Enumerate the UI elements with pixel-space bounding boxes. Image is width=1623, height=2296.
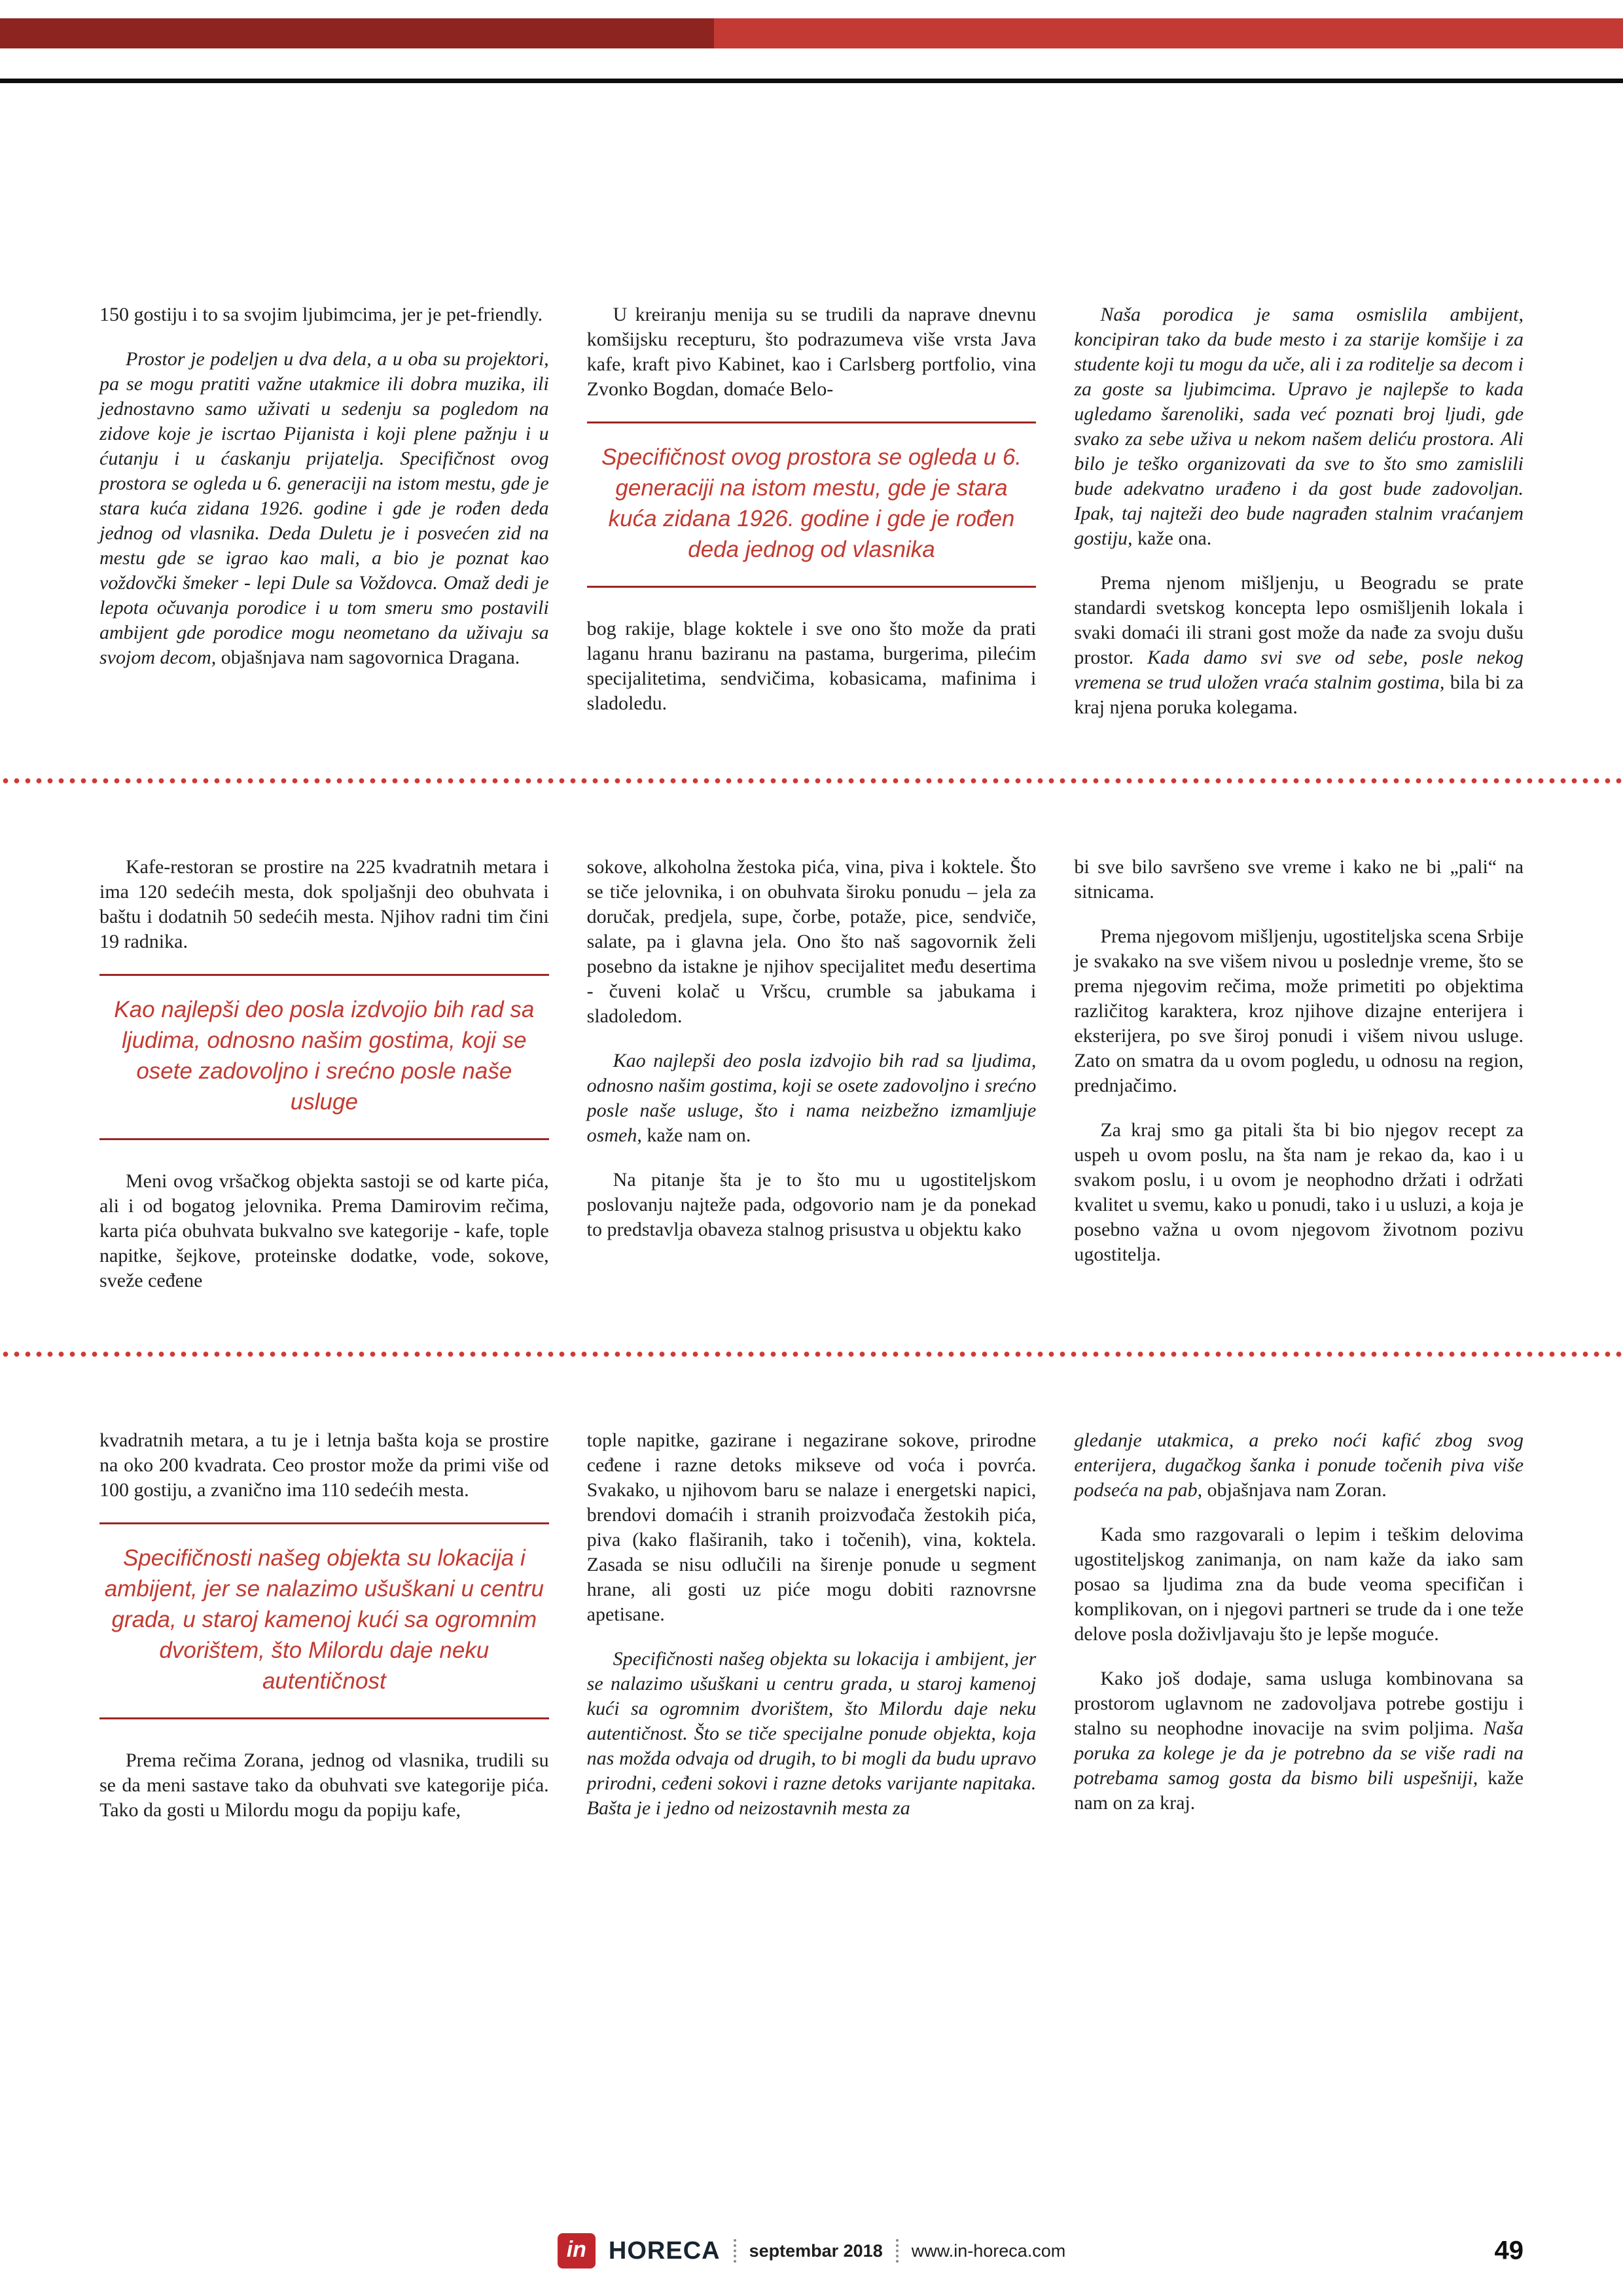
text-run: bog rakije, blage koktele i sve ono što može da prati laganu hranu baziranu na pastama, burgerima, pilećim specijalitetima, sendvičima, kobasicama, mafinima i sladoledu. (586, 618, 1037, 714)
text-run: Kao najlepši deo posla izdvojio bih rad sa ljudima, odnosno našim gostima, koji se osete zadovoljno i srećno posle naše usluge, što i nama neizbežno izmamljuje osmeh, (586, 1050, 1037, 1146)
section-1-column-2 (587, 302, 1037, 740)
footer-separator (896, 2239, 899, 2263)
paragraph (99, 855, 549, 954)
article-section-2 (99, 855, 1524, 1313)
website-url: www.in-horeca.com (911, 2240, 1066, 2261)
pull-quote: Kao najlepši deo posla izdvojio bih rad sa ljudima, odnosno našim gostima, koji se osete zadovoljno i srećno posle naše usluge (99, 974, 549, 1140)
paragraph (587, 617, 1037, 716)
dotted-separator-2 (0, 1351, 1623, 1357)
text-run: U kreiranju menija su se trudili da naprave dnevnu komšijsku recepturu, što podrazumeva više vrsta Java kafe, kraft pivo Kabinet, kao i Carlsberg portfolio, vina Zvonko Bogdan, domaće Belo- (586, 304, 1037, 400)
section-1-column-1 (99, 302, 549, 740)
section-3-column-3 (1074, 1428, 1524, 1842)
text-run: kaže nam on za kraj. (1074, 1767, 1524, 1814)
section-2-column-2 (587, 855, 1037, 1313)
article-section-3 (99, 1428, 1524, 1842)
section-3-wrap (0, 1428, 1623, 1842)
text-run: Kako još dodaje, sama usluga kombinovana sa prostorom uglavnom ne zadovoljava potrebe gostiju i stalno su neophodne inovacije na svim poljima. (1074, 1668, 1524, 1739)
text-run: Prema njegovom mišljenju, ugostiteljska scena Srbije je svakako na sve višem nivou u poslednje vreme, što se prema njegovim rečima, može primetiti po objektima različitog karaktera, kroz njihove dizajne enterijera i eksterijera, po sve široj ponudi i višem nivou usluge. Zato on smatra da u ovom pogledu, u odnosu na region, prednjačimo. (1074, 925, 1524, 1096)
pull-quote: Specifičnosti našeg objekta su lokacija i ambijent, jer se nalazimo ušuškani u centru grada, u staroj kamenoj kući sa ogromnim dvorištem, što Milordu daje neku autentičnost (99, 1522, 549, 1719)
text-run: bi sve bilo savršeno sve vreme i kako ne bi „pali“ na sitnicama. (1074, 856, 1524, 903)
section-1-wrap (0, 83, 1623, 740)
text-run: gledanje utakmica, a preko noći kafić zbog svog enterijera, dugačkog šanka i ponude točenih piva više podseća na pab, (1074, 1429, 1524, 1501)
text-run: Specifičnosti našeg objekta su lokacija i ambijent, jer se nalazimo ušuškani u centru grada, u staroj kamenoj kući sa ogromnim dvorištem, što Milordu daje neku autentičnost. Što se tiče specijalne ponude objekta, koja nas možda odvaja od drugih, to bi mogli da budu upravo prirodni, ceđeni sokovi i razne detoks varijante napitaka. Bašta je i jedno od neizostavnih mesta za (586, 1648, 1037, 1819)
section-2-column-1 (99, 855, 549, 1313)
paragraph (587, 302, 1037, 402)
section-2-wrap (0, 855, 1623, 1313)
text-run: kaže nam on. (641, 1124, 751, 1146)
section-2-column-3 (1074, 855, 1524, 1313)
text-run: Kafe-restoran se prostire na 225 kvadratnih metara i ima 120 sedećih mesta, dok spoljašnji deo obuhvata i baštu i dodatnih 50 sedećih mesta. Njihov radni tim čini 19 radnika. (99, 856, 549, 952)
issue-date: septembar 2018 (749, 2240, 883, 2261)
paragraph (99, 347, 549, 670)
top-bar-maroon-segment (0, 18, 714, 48)
paragraph (1074, 571, 1524, 720)
section-3-column-2 (587, 1428, 1037, 1842)
paragraph (587, 1647, 1037, 1821)
text-run: Meni ovog vršačkog objekta sastoji se od karte pića, ali i od bogatog jelovnika. Prema Damirovim rečima, karta pića obuhvata bukvalno sve kategorije - kafe, tople napitke, šejkove, proteinske dodatke, vode, sokove, sveže ceđene (99, 1170, 549, 1291)
page-footer (0, 2228, 1623, 2274)
text-run: sokove, alkoholna žestoka pića, vina, piva i koktele. Što se tiče jelovnika, i on obuhvata široku ponudu – jela za doručak, predjela, supe, čorbe, potaže, pice, sendviče, salate, pa i glavna jela. Ono što naš sagovornik želi posebno da istakne je njihov specijalitet među desertima - čuveni kolač u Vršcu, crumble sa jabukama i sladoledom. (586, 856, 1037, 1027)
text-run: bila bi za kraj njena poruka kolegama. (1074, 672, 1524, 718)
paragraph (99, 1169, 549, 1293)
page-number: 49 (1494, 2236, 1524, 2265)
pull-quote: Specifičnost ovog prostora se ogleda u 6. generaciji na istom mestu, gde je stara kuća zidana 1926. godine i gde je rođen deda jednog od vlasnika (587, 422, 1037, 588)
dotted-separator-1 (0, 778, 1623, 784)
paragraph (587, 1168, 1037, 1242)
text-run: Za kraj smo ga pitali šta bi bio njegov recept za uspeh u ovom poslu, na šta nam je rekao da, kao i u svakom poslu, i u ovom je neophodno držati i održati kvalitet u svemu, kako u ponudi, tako i u usluzi, a koja je posebno važna u ovom njegovom životnom pozivu ugostitelja. (1074, 1119, 1524, 1265)
text-run: objašnjava nam Zoran. (1202, 1479, 1387, 1501)
text-run: objašnjava nam sagovornica Dragana. (216, 647, 520, 668)
section-1-column-3 (1074, 302, 1524, 740)
magazine-brand: HORECA (608, 2236, 721, 2265)
footer-separator (734, 2239, 736, 2263)
footer-brand-group (558, 2233, 1066, 2269)
section-3-column-1 (99, 1428, 549, 1842)
text-run: Kada smo razgovarali o lepim i teškim delovima ugostiteljskog zanimanja, on nam kaže da iako sam posao sa ljudima zna da bude veoma specifičan i komplikovan, on i njegovi partneri se trude da i one teže delove posla doživljavaju što je lepše moguće. (1074, 1524, 1524, 1645)
text-run: Na pitanje šta je to što mu u ugostiteljskom poslovanju najteže pada, odgovorio nam je da ponekad to predstavlja obaveza stalnog prisustva u objektu kako (586, 1169, 1037, 1240)
paragraph (99, 1748, 549, 1823)
text-run: kaže ona. (1132, 528, 1212, 549)
paragraph (99, 302, 549, 327)
top-decorative-bar (0, 18, 1623, 48)
text-run: 150 gostiju i to sa svojim ljubimcima, jer je pet-friendly. (99, 304, 543, 325)
text-run: Naša poruka za kolege je da je potrebno da se više radi na potrebama samog gosta da bismo bili uspešniji, (1074, 1717, 1524, 1789)
text-run: Prema rečima Zorana, jednog od vlasnika, trudili su se da meni sastave tako da obuhvati sve kategorije pića. Tako da gosti u Milordu mogu da popiju kafe, (99, 1749, 549, 1821)
article-section-1 (99, 302, 1524, 740)
header-rule (0, 79, 1623, 83)
paragraph (587, 1428, 1037, 1627)
text-run: kvadratnih metara, a tu je i letnja bašta koja se prostire na oko 200 kvadrata. Ceo prostor može da primi više od 100 gostiju, a zvanično ima 110 sedećih mesta. (99, 1429, 549, 1501)
paragraph (1074, 1522, 1524, 1647)
paragraph (1074, 855, 1524, 905)
paragraph (99, 1428, 549, 1503)
paragraph (587, 1049, 1037, 1148)
paragraph (1074, 924, 1524, 1098)
paragraph (587, 855, 1037, 1029)
text-run: Prema njenom mišljenju, u Beogradu se prate standardi svetskog koncepta lepo osmišljenih lokala i svaki domaći ili strani gost može da nađe za svoju dušu prostor. (1074, 572, 1524, 668)
text-run: tople napitke, gazirane i negazirane sokove, prirodne ceđene i razne detoks mikseve od voća i povrća. Svakako, u njihovom baru se nalaze i energetski napici, brendovi domaćih i stranih proizvođača žestokih pića, piva (kako flaširanih, tako i točenih), vina, koktela. Zasada se nisu odlučili na širenje ponude u segment hrane, ali gosti uz piće mogu dobiti raznovrsne apetisane. (586, 1429, 1037, 1625)
text-run: Kada damo svi sve od sebe, posle nekog vremena se trud uložen vraća stalnim gostima, (1074, 647, 1524, 693)
top-bar-red-segment (714, 18, 1623, 48)
paragraph (1074, 1666, 1524, 1816)
paragraph (1074, 1118, 1524, 1267)
text-run: Naša porodica je sama osmislila ambijent, koncipiran tako da bude mesto i za starije komšije i za studente koji tu mogu da uče, ali i za roditelje sa decom i za goste sa ljubimcima. Upravo je najlepše to kada ugledamo šarenoliki, sada već poznati broj ljudi, gde svako za sebe uživa u nekom našem deliću prostora. Ali bilo je teško organizovati da sve to što smo zamislili bude adekvatno urađeno i da gost bude zadovoljan. Ipak, taj najteži deo bude nagrađen stalnim vraćanjem gostiju, (1074, 304, 1524, 549)
paragraph (1074, 1428, 1524, 1503)
text-run: Prostor je podeljen u dva dela, a u oba su projektori, pa se mogu pratiti važne utakmice ili dobra muzika, ili jednostavno samo uživati u sedenju sa pogledom na zidove koje je iscrtao Pijanista i koji plene pažnju i u ćutanju i u ćaskanju prijatelja. Specifičnost ovog prostora se ogleda u 6. generaciji na istom mestu, gde je stara kuća zidana 1926. godine i gde je rođen deda jednog od vlasnika. Deda Duletu je i posvećen zid na mestu gde se igrao kao mali, a bio je poznat kao voždovčki šmeker - lepi Dule sa Voždovca. Omaž dedi je lepota očuvanja porodice i u tom smeru smo postavili ambijent gde porodice mogu neometano da uživaju sa svojom decom, (99, 348, 549, 668)
in-horeca-logo-icon: in (558, 2233, 596, 2269)
paragraph (1074, 302, 1524, 551)
